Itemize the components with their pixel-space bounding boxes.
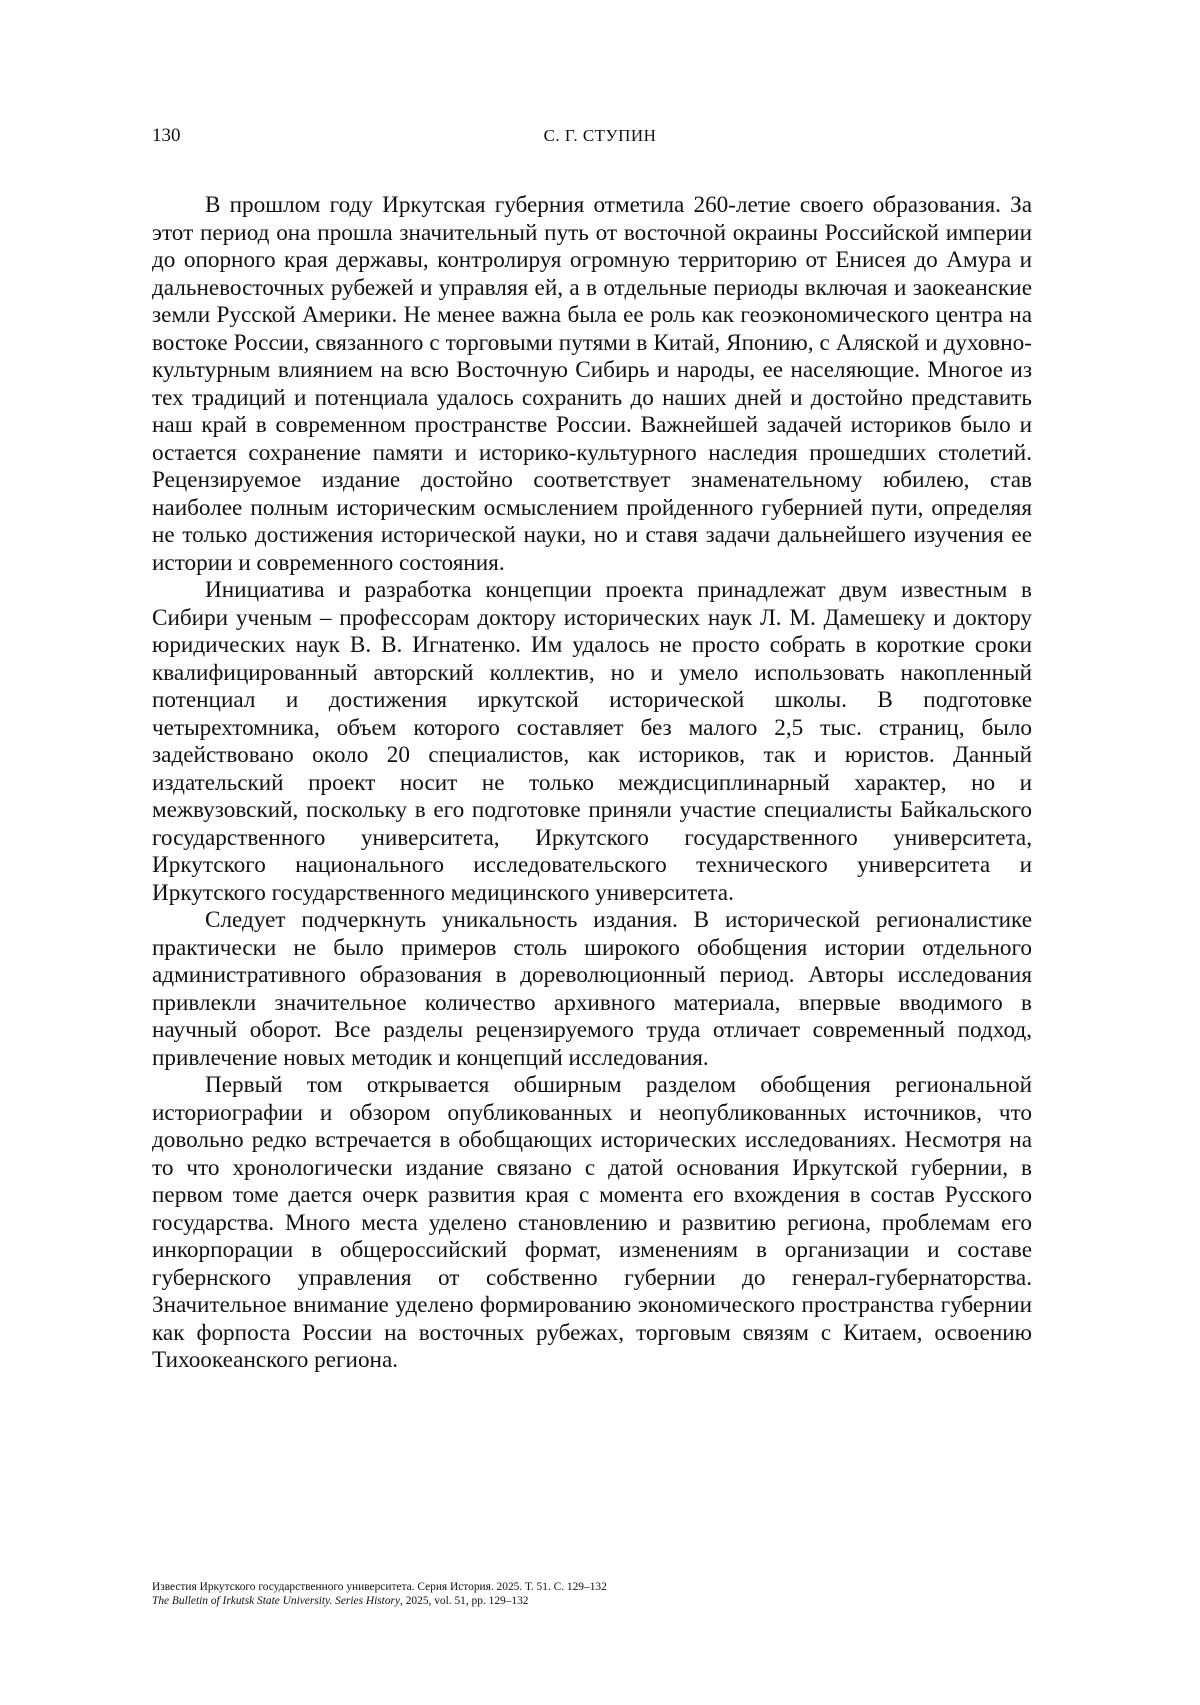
paragraph-3: Следует подчеркнуть уникальность издания. В исторической регионалистике практически не было примеров столь широкого обобщения истории отдельного административного образования в дореволюционный период. Авторы исследования привлекли значительное количество архивного материала, впервые вводимого в научный оборот. Все разделы рецензируемого труда отличает современный подход, привлечение новых методик и концепций исследования. [152,907,1032,1072]
paragraph-2: Инициатива и разработка концепции проекта принадлежат двум известным в Сибири ученым – профессорам доктору исторических наук Л. М. Дамешеку и доктору юридических наук В. В. Игнатенко. Им удалось не просто собрать в короткие сроки квалифицированный авторский коллектив, но и умело использовать накопленный потенциал и достижения иркутской исторической школы. В подготовке четырехтомника, объем которого составляет без малого 2,5 тыс. страниц, было задействовано около 20 специалистов, как историков, так и юристов. Данный издательский проект носит не только междисциплинарный характер, но и межвузовский, поскольку в его подготовке приняли участие специалисты Байкальского государственного университета, Иркутского государственного университета, Иркутского национального исследовательского технического университета и Иркутского государственного медицинского университета. [152,577,1032,907]
footer-journal-title-en: The Bulletin of Irkutsk State University. Series History [152,1595,400,1607]
footer-volume-pages-en: , 2025, vol. 51, pp. 129–132 [400,1595,528,1607]
running-head-author: С. Г. СТУПИН [0,124,1200,148]
page-number: 130 [152,124,181,148]
paragraph-4: Первый том открывается обширным разделом обобщения региональной историографии и обзором опубликованных и неопубликованных источников, что довольно редко встречается в обобщающих исторических исследованиях. Несмотря на то что хронологически издание связано с датой основания Иркутской губернии, в первом томе дается очерк развития края с момента его вхождения в состав Русского государства. Много места уделено становлению и развитию региона, проблемам его инкорпорации в общероссийский формат, изменениям в организации и составе губернского управления от собственно губернии до генерал-губернаторства. Значительное внимание уделено формированию экономического пространства губернии как форпоста России на восточных рубежах, торговым связям с Китаем, освоению Тихоокеанского региона. [152,1072,1032,1375]
paragraph-1: В прошлом году Иркутская губерния отметила 260-летие своего образования. За этот период она прошла значительный путь от восточной окраины Российской империи до опорного края державы, контролируя огромную территорию от Енисея до Амура и дальневосточных рубежей и управляя ей, а в отдельные периоды включая и заокеанские земли Русской Америки. Не менее важна была ее роль как геоэкономического центра на востоке России, связанного с торговыми путями в Китай, Японию, с Аляской и духовно-культурным влиянием на всю Восточную Сибирь и народы, ее населяющие. Многое из тех традиций и потенциала удалось сохранить до наших дней и достойно представить наш край в современном пространстве России. Важнейшей задачей историков было и остается сохранение памяти и историко-культурного наследия прошедших столетий. Рецензируемое издание достойно соответствует знаменательному юбилею, став наиболее полным историческим осмыслением пройденного губернией пути, определяя не только достижения исторической науки, но и ставя задачи дальнейшего изучения ее истории и современного состояния. [152,192,1032,577]
journal-footer [152,1580,1032,1608]
article-body [152,192,1032,1375]
footer-citation-ru: Известия Иркутского государственного университета. Серия История. 2025. Т. 51. С. 129–132 [152,1580,1032,1594]
footer-citation-en [152,1594,1032,1608]
